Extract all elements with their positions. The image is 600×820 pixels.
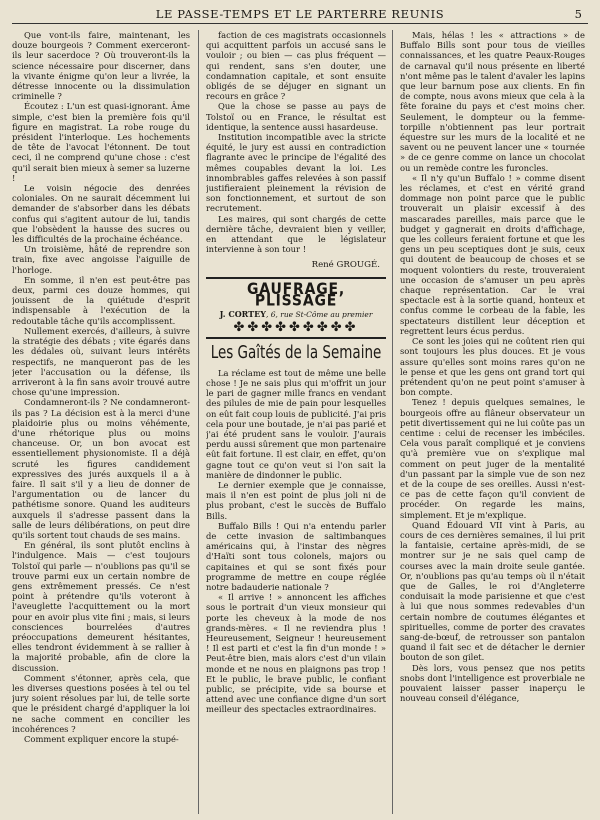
- ornament-row-icon: ✤✤✤✤✤✤✤✤✤: [233, 320, 359, 336]
- paragraph: Mais, hélas ! les « attractions » de Buffalo Bills sont pour tous de vieilles connaissances, et les quatre Peaux-Rouges de carnaval qu'il nous présente en liberté n'ont même pas le talent d'avaler les lapins que leur barnum pose aux clients. En fin de compte, nous avons mieux que cela à la fête foraine du pays et c'est moins cher. Seulement, le dompteur ou la femme-torpille n'obtiennent pas leur portrait équestre sur les murs de la localité et ne savent ou ne peuvent lancer une « tournée » de ce genre comme on lance un chocolat ou un remède contre les furoncles.: [400, 30, 585, 173]
- paragraph: Condamneront-ils ? Ne condamneront-ils pas ? La décision est à la merci d'une plaidoirie plus ou moins véhémente, d'une rhétorique plus ou moins chanceuse. Or, un bon avocat est essentiellement physionomiste. Il a déjà scruté les figures candidement expressives des jurés auxquels il a à faire. Il sait s'il y a lieu de donner de l'argumentation ou de lancer du pathétisme sonore. Quand les auditeurs auxquels il s'adresse passent dans la salle de leurs délibérations, on peut dire qu'ils sortent tout chauds de ses mains.: [12, 397, 190, 540]
- advertisement-box: [206, 277, 386, 340]
- page-number: 5: [574, 7, 582, 21]
- column-middle: [206, 30, 386, 814]
- paragraph: Institution incompatible avec la stricte équité, le jury est aussi en contradiction flagrante avec le principe de l'égalité des mêmes coupables devant la loi. Les innombrables gaffes relevées à son passif justifieraient pleinement la révision de son fonctionnement, et surtout de son recrutement.: [206, 132, 386, 214]
- paragraph: Nullement exercés, d'ailleurs, à suivre la stratégie des débats ; vite égarés dans les dédales où, suivant leurs intérêts respectifs, ne manqueront pas de les jeter l'accusation ou la défense, ils arriveront à la fin sans avoir trouvé autre chose qu'une impression.: [12, 325, 190, 398]
- header-rule: [12, 23, 588, 24]
- paragraph: Tenez ! depuis quelques semaines, le bourgeois offre au flâneur observateur un petit divertissement qui ne lui coûte pas un centime : celui de recenser les imbéciles. Cela vous paraît compliqué et je conviens qu'à première vue on s'explique mal comment on peut juger de la mentalité d'un passant par la simple vue de son nez et de la coupe de ses oreilles. Aussi n'est-ce pas de cette façon qu'il convient de procéder. On regarde les mains, simplement. Et je m'explique.: [400, 397, 585, 520]
- paragraph: « Il n'y qu'un Buffalo ! » comme disent les réclames, et c'est en vérité grand dommage non point parce que le public trouverait un plaisir excessif à des mascarades pareilles, mais parce que le budget y gagnerait en droits d'affichage, que les colleurs feraient fortune et que les gens un peu sceptiques dont je suis, ceux qui doutent de beaucoup de choses et se moquent volontiers du reste, trouveraient une occasion de s'amuser un peu après chaque représentation. Car le vrai spectacle est à la sortie quand, honteux et confus comme le corbeau de la fable, les spectateurs distillent leur déception et regrettent leurs écus perdus.: [400, 172, 585, 336]
- paragraph: Comment s'étonner, après cela, que les diverses questions posées à tel ou tel jury soient résolues par lui, de telle sorte que le président chargé d'appliquer la loi ne sache comment en concilier les incohérences ?: [12, 672, 190, 734]
- advertiser-name: J. CORTEY: [219, 309, 266, 320]
- journal-title: LE PASSE-TEMPS ET LE PARTERRE REUNIS: [155, 7, 445, 21]
- paragraph: Le voisin négocie des denrées coloniales. On ne saurait décemment lui demander de s'absorber dans les débats confus qui s'agitent autour de lui, tandis que l'obsèdent la hausse des sucres ou les difficultés de la prochaine échéance.: [12, 183, 190, 245]
- paragraph: Buffalo Bills ! Qui n'a entendu parler de cette invasion de saltimbanques américains qui, à l'instar des nègres d'Haïti sont tous colonels, majors ou capitaines et qui se sont fixés pour programme de mettre en coupe réglée notre badauderie nationale ?: [206, 520, 386, 592]
- advertisement-title: GAUFRAGE, PLISSAGE: [246, 279, 345, 310]
- column-left: [12, 30, 190, 814]
- paragraph: « Il arrive ! » annoncent les affiches sous le portrait d'un vieux monsieur qui porte les cheveux à la mode de nos grands-mères. « Il ne reviendra plus ! Heureusement, Seigneur ! heureusement ! Il est parti et c'est la fin d'un monde ! » Peut-être bien, mais alors c'est d'un vilain monde et ne nous en plaignons pas trop ! Et le public, le brave public, le confiant public, se précipite, vide sa bourse et attend avec une confiance digne d'un sort meilleur des spectacles extraordinaires.: [206, 592, 386, 715]
- article-signature: René GROUGÉ.: [311, 260, 380, 271]
- paragraph: Quand Édouard VII vint à Paris, au cours de ces dernières semaines, il lui prit la fantaisie, certaine après-midi, de se montrer sur je ne sais quel camp de courses avec la main droite seule gantée. Or, n'oublions pas qu'au temps où il n'était que de Galles, le roi d'Angleterre conduisait la mode parisienne et que c'est à lui que nous sommes redevables d'un certain nombre de coutumes élégantes et spirituelles, comme de porter des cravates sang-de-bœuf, de retrousser son pantalon quand il fait sec et de détacher le dernier bouton de son gilet.: [400, 519, 585, 663]
- paragraph: Écoutez : L'un est quasi-ignorant. Âme simple, c'est bien la première fois qu'il figure en magistrat. La robe rouge du président l'interloque. Les hochements de tête de l'avocat l'étonnent. De tout ceci, il ne comprend qu'une chose : c'est qu'il serait bien mieux à semer sa luzerne !: [12, 101, 190, 183]
- paragraph: Ce sont les joies qui ne coûtent rien qui sont toujours les plus douces. Et je vous assure qu'elles sont moins rares qu'on ne le pense et que les gens ont grand tort qui prétendent qu'on ne peut point s'amuser à bon compte.: [400, 336, 585, 398]
- paragraph: Un troisième, hâté de reprendre son train, fixe avec angoisse l'aiguille de l'horloge.: [12, 244, 190, 275]
- column-divider: [198, 30, 199, 814]
- advertiser-street: , 6, rue St-Côme au premier: [265, 310, 373, 320]
- paragraph: En somme, il n'en est peut-être pas deux, parmi ces douze hommes, qui jouissent de la quiétude d'esprit indispensable à l'exécution de la redoutable tâche qu'ils accomplissent.: [12, 274, 190, 326]
- paragraph: Le dernier exemple que je connaisse, mais il n'en est point de plus joli ni de plus probant, c'est le succès de Buffalo Bills.: [206, 479, 386, 521]
- paragraph: Dès lors, vous pensez que nos petits snobs dont l'intelligence est proverbiale ne pouvaient laisser passer inaperçu le nouveau conseil d'élégance,: [400, 662, 585, 704]
- column-right: [400, 30, 585, 814]
- page-header: [0, 0, 600, 26]
- paragraph: En général, ils sont plutôt enclins à l'indulgence. Mais — c'est toujours Tolstoï qui parle — n'oublions pas qu'il se trouve parmi eux un certain nombre de gens extrêmement pressés. Ce n'est point à prétendre qu'ils voteront à l'aveuglette l'acquittement ou la mort pour en avoir plus vite fini ; mais, si leurs consciences bourrelées d'autres préoccupations demeurent hésitantes, elles tendront évidemment à se rallier à la majorité probable, afin de clore la discussion.: [12, 540, 190, 673]
- paragraph: faction de ces magistrats occasionnels qui acquittent parfois un accusé sans le vouloir ; ou bien — cas plus fréquent — qui rendent, sans s'en douter, une condamnation capitale, et sont ensuite obligés de se déjuger en signant un recours en grâce ?: [206, 30, 386, 102]
- paragraph: Les maires, qui sont chargés de cette dernière tâche, devraient bien y veiller, en attendant que le législateur intervienne à son tour !: [206, 213, 386, 255]
- paragraph: Que la chose se passe au pays de Tolstoï ou en France, le résultat est identique, la sentence aussi hasardeuse.: [206, 101, 386, 132]
- paragraph: Que vont-ils faire, maintenant, les douze bourgeois ? Comment exerceront-ils leur sacerdoce ? Où trouveront-ils la science nécessaire pour discerner, dans la vivante énigme qu'on leur a livrée, la détresse innocente ou la dissimulation criminelle ?: [12, 30, 190, 102]
- section-title: Les Gaîtés de la Semaine: [210, 341, 382, 364]
- column-divider: [392, 30, 393, 814]
- advertisement-address: [206, 309, 386, 320]
- paragraph: La réclame est tout de même une belle chose ! Je ne sais plus qui m'offrit un jour le pari de gagner mille francs en vendant des pilules de mie de pain pour lesquelles on eût fait coup louis de publicité. J'ai pris cela pour une boutade, je n'ai pas parié et j'ai été prudent sans le vouloir. J'aurais perdu aussi sûrement que mon partenaire eût fait fortune. Il est clair, en effet, qu'on gagne tout ce qu'on veut si l'on sait la manière de dindonner le public.: [206, 367, 386, 480]
- paragraph: Comment expliquer encore la stupé-: [24, 734, 179, 745]
